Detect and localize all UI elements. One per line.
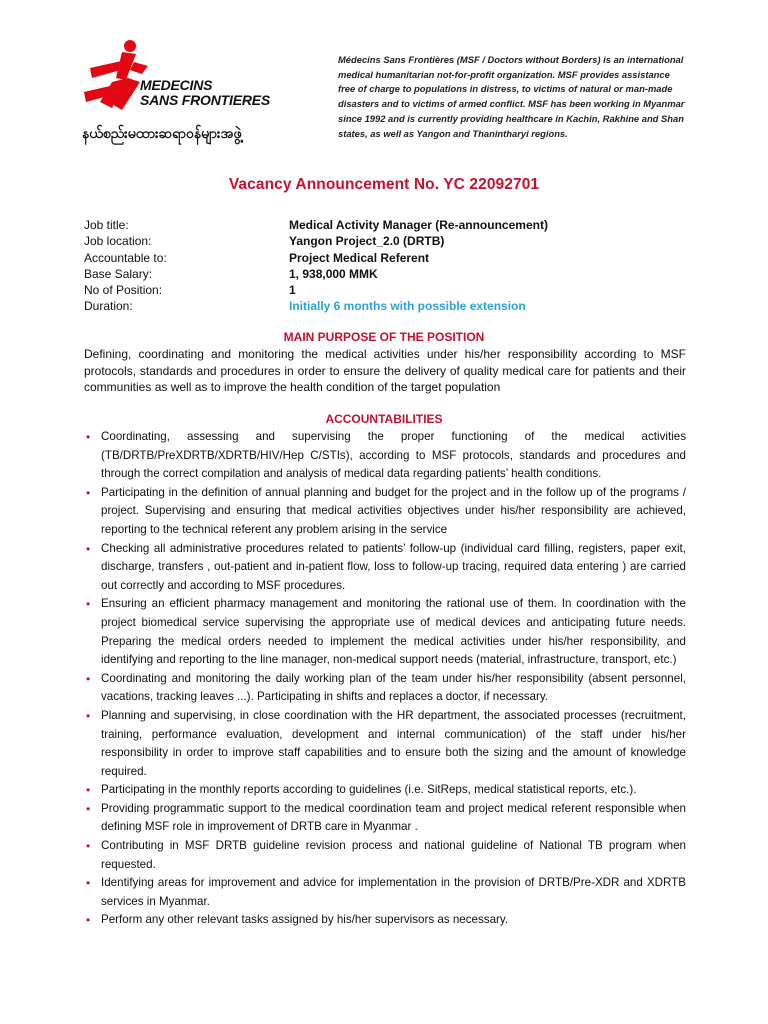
list-item-text: Planning and supervising, in close coordination with the HR department, the associated processes (recruitment, training, performance evaluation, development and internal communication) of the staff under his/her responsibility in order to improve staff capabilities and to ensure both the sizing and the amount of knowledge required.	[101, 708, 686, 778]
detail-label: Job title:	[84, 218, 129, 232]
list-item	[84, 781, 686, 800]
list-item	[84, 428, 686, 484]
list-item-text: Perform any other relevant tasks assigned by his/her supervisors as necessary.	[101, 913, 509, 927]
job-details	[84, 217, 548, 315]
list-item	[84, 484, 686, 540]
detail-label: Accountable to:	[84, 250, 167, 265]
list-item-text: Identifying areas for improvement and advice for implementation in the provision of DRTB/Pre-XDR and XDRTB services in Myanmar.	[101, 876, 686, 908]
logo-myanmar-text: နယ်စည်းမထားဆရာဝန်များအဖွဲ့	[82, 126, 242, 142]
bullet-icon: •	[86, 485, 91, 500]
list-item-text: Coordinating and monitoring the daily working plan of the team under his/her responsibility (absent personnel, vacations, tracking leaves ...). Participating in shifts and replaces a doctor, if necessary.	[101, 671, 686, 704]
detail-label: Job location:	[84, 234, 152, 249]
bullet-icon: •	[86, 913, 91, 928]
list-item-text: Coordinating, assessing and supervising the proper functioning of the medical activities (TB/DRTB/PreXDRTB/XDRTB/HIV/Hep C/STIs), according to MSF protocols, standards and procedures and through the correct compilation and analysis of medical data regarding patients’ health conditions.	[101, 430, 686, 481]
detail-value: Yangon Project_2.0 (DRTB)	[289, 234, 445, 249]
bullet-icon: •	[86, 839, 91, 854]
logo-wordmark	[140, 78, 270, 108]
detail-row-accountable-to	[84, 250, 548, 266]
list-item-text: Providing programmatic support to the medical coordination team and project medical referent responsible when defining MSF role in improvement of DRTB care in Myanmar .	[101, 801, 686, 834]
list-item-text: Participating in the monthly reports according to guidelines (i.e. SitReps, medical statistical reports, etc.).	[101, 783, 637, 797]
purpose-text: Defining, coordinating and monitoring the medical activities under his/her responsibility according to MSF protocols, standards and procedures in order to ensure the delivery of quality medical care for patients and their communities as well as to improve the health condition of the target population	[84, 347, 686, 394]
detail-row-no-of-position	[84, 282, 548, 298]
list-item	[84, 595, 686, 669]
bullet-icon: •	[86, 430, 91, 444]
bullet-icon: •	[86, 541, 91, 556]
vacancy-title: Vacancy Announcement No. YC 22092701	[228, 176, 540, 193]
detail-value: Medical Activity Manager (Re-announcement)	[289, 218, 548, 232]
bullet-icon: •	[86, 597, 91, 612]
list-item	[84, 540, 686, 596]
logo-line-1: MEDECINS	[140, 77, 213, 93]
list-item	[84, 800, 686, 837]
detail-value: 1, 938,000 MMK	[289, 266, 378, 281]
detail-row-job-location	[84, 233, 548, 249]
list-item-text: Ensuring an efficient pharmacy management and monitoring the rational use of them. In coordination with the project biomedical service supervising the appropriate use of medical devices and anticipating future needs. Preparing the medical orders needed to implement the medical activities under his/her responsibility, and identifying and reporting to the line manager, non-medical support needs (material, infrastructure, transport, etc.)	[101, 597, 686, 667]
list-item-text: Contributing in MSF DRTB guideline revision process and national guideline of National TB program when requested.	[101, 839, 686, 871]
list-item	[84, 911, 686, 930]
bullet-icon: •	[86, 876, 91, 891]
bullet-icon: •	[86, 801, 91, 816]
bullet-icon: •	[86, 671, 91, 686]
list-item	[84, 874, 686, 911]
detail-row-job-title	[84, 217, 548, 233]
detail-value: Project Medical Referent	[289, 250, 430, 265]
list-item-text: Checking all administrative procedures related to patients’ follow-up (individual card filling, registers, paper exit, discharge, transfers , out-patient and in-patient flow, loss to follow-up tracing, required data entering ) are carried out correctly and according to MSF procedures.	[101, 541, 686, 592]
list-item	[84, 670, 686, 707]
list-item-text: Participating in the definition of annual planning and budget for the project and in the follow up of the programs / project. Supervising and ensuring that medical activities objectives under his/her responsibility are achieved, reporting to the technical referent any problem arising in the service	[101, 485, 686, 536]
list-item	[84, 837, 686, 874]
detail-label: Base Salary:	[84, 266, 153, 281]
accountabilities-heading: ACCOUNTABILITIES	[325, 412, 443, 426]
bullet-icon: •	[86, 783, 91, 798]
detail-row-base-salary	[84, 266, 548, 282]
list-item	[84, 707, 686, 781]
bullet-icon: •	[86, 708, 91, 723]
purpose-heading: MAIN PURPOSE OF THE POSITION	[283, 330, 485, 344]
detail-value: 1	[289, 283, 296, 298]
msf-logo	[82, 38, 292, 150]
detail-label: No of Position:	[84, 283, 163, 298]
detail-label: Duration:	[84, 299, 133, 314]
detail-row-duration	[84, 298, 548, 314]
logo-line-2: SANS FRONTIERES	[140, 92, 271, 108]
organization-intro: Médecins Sans Frontières (MSF / Doctors without Borders) is an international medical humanitarian not-for-profit organization. MSF provides assistance free of charge to populations in distress, to victims of natural or man-made disasters and to victims of armed conflict. MSF has been working in Myanmar since 1992 and is currently providing healthcare in Kachin, Rakhine and Shan states, as well as Yangon and Thanintharyi regions.	[338, 54, 685, 139]
detail-value: Initially 6 months with possible extension	[289, 299, 526, 314]
accountabilities-list	[84, 428, 686, 930]
